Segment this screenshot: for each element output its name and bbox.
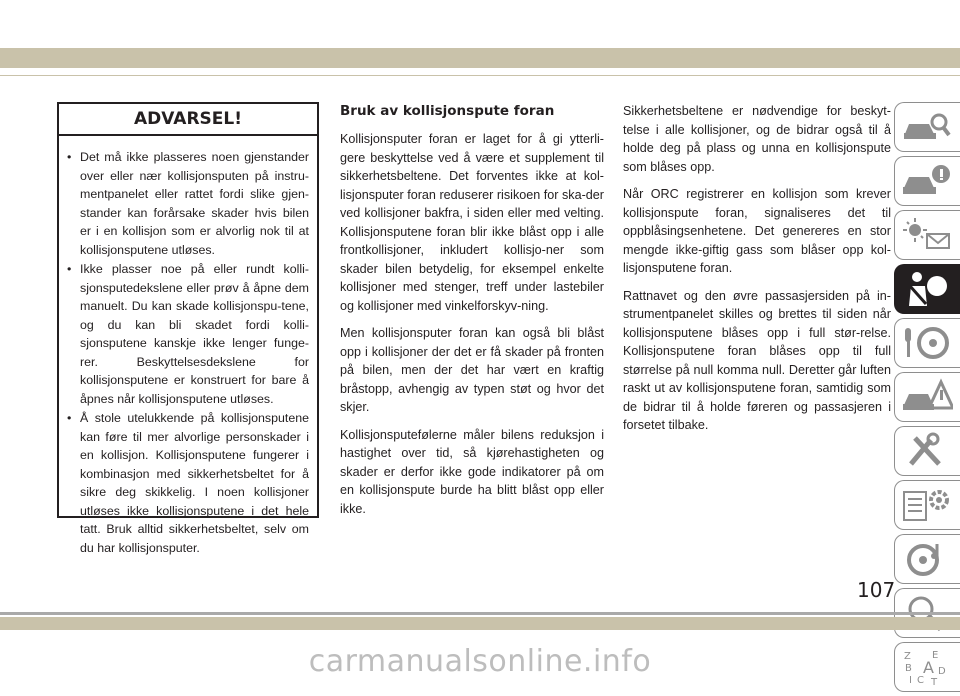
multimedia-icon xyxy=(901,540,953,578)
chapter-tabs xyxy=(894,102,960,696)
car-warning-icon xyxy=(901,378,953,416)
column-2 xyxy=(340,102,604,527)
warning-item: • Å stole utelukkende på kollisjonsputene kan føre til mer alvorlige personskader i en kollisjon. Kollisjonsputene fungerer i kombinasjon med sikkerhetsbeltet for å sikre deg skikkelig. I noen kollisjoner utløses ikke kollisjonsputene i det hele tatt. Bruk alltid sikkerhetsbeltet, selv om du har kollisjonsputer. xyxy=(67,409,309,557)
tab-car-search[interactable] xyxy=(894,102,960,152)
tab-lights-message[interactable] xyxy=(894,210,960,260)
page-number: 107 xyxy=(857,578,896,602)
header-band xyxy=(0,48,960,68)
paragraph: Når ORC registrerer en kollisjon som krever kollisjonspute foran, signaliseres det til oppblåsingsenhetene. Det genereres en stor mengde ikke-giftig gass som blåser opp kol-lisjonsputene foran. xyxy=(623,187,891,275)
tab-car-info[interactable] xyxy=(894,156,960,206)
index-letter: I xyxy=(909,675,912,686)
paragraph: Rattnavet og den øvre passasjersiden på in-strumentpanelet skilles og brettes til siden når kollisjonsputene blåses opp i full stør-relse. Kollisjonsputene foran blåses opp til full størrelse på null komma null. Deretter går luften raskt ut av kollisjonsputene foran, samtidig som de bidrar til å holde føreren og passasjeren i forsetet tilbake. xyxy=(623,288,891,432)
paragraph: Kollisjonsputefølerne måler bilens reduksjon i hastighet over tid, så kjørehastigheten og skader er derfor ikke gode indikatorer på om en kollisjonspute burde ha blitt blåst opp eller ikke. xyxy=(340,427,604,516)
header-rule xyxy=(0,75,960,76)
index-letter: T xyxy=(931,677,938,686)
lights-message-icon xyxy=(901,216,953,254)
tab-multimedia[interactable] xyxy=(894,534,960,584)
tools-icon xyxy=(901,432,953,470)
warning-box xyxy=(57,102,319,555)
index-letter: D xyxy=(938,666,946,677)
footer-rule xyxy=(0,612,960,615)
car-search-icon xyxy=(901,108,953,146)
warning-item: • Det må ikke plasseres noen gjenstander over eller nær kollisjonsputen på instru-mentpanelet eller rattet fordi slike gjen-stander kan forårsake skader hvis bilen er i en kollisjon som er alvorlig nok til at kollisjonsputene utløses. xyxy=(67,148,309,259)
warning-item: • Ikke plasser noe på eller rundt kolli-sjonsputedekslene eller prøv å åpne dem manuelt. Du kan skade kollisjonspu-tene, og du kan bli skadet fordi kolli-sjonsputene kanskje ikke lenger funge-rer. Beskyttelsesdekslene for kollisjonsputene er konstruert for bare å åpnes når kollisjonsputene utløses. xyxy=(67,260,309,408)
tab-specifications[interactable] xyxy=(894,480,960,530)
tab-seatbelt-airbag[interactable] xyxy=(894,264,960,314)
column-3 xyxy=(623,102,891,444)
top-margin xyxy=(0,0,960,48)
paragraph: Men kollisjonsputer foran kan også bli blåst opp i kollisjoner der det er få skader på fronten på bilen, men der det har vært en kraftig bråstopp, avhengig av typen støt og hvor det skjer. xyxy=(340,326,604,414)
section-heading: Bruk av kollisjonspute foran xyxy=(340,103,555,119)
index-letter: A xyxy=(923,658,934,677)
paragraph: Sikkerhetsbeltene er nødvendige for beskyt-telse i alle kollisjoner, og de bidrar også til å holde deg på plass og unna en kollisjonspute som blåses opp. xyxy=(623,104,891,174)
index-letter: B xyxy=(905,663,912,674)
paragraph: Kollisjonsputer foran er laget for å gi ytterli-gere beskyttelse ved å være et supplement til sikkerhetsbeltene. Det forventes ikke at kol-lisjonsputer foran reduserer risikoen for ska-der ved kollisjoner bakfra, i siden eller med velting. Kollisjonsputene foran blir ikke blåst opp i alle frontkollisjoner, inkludert kollisjo-ner som skader bilen betydelig, for eksempel enkelte kollisjoner med stenger, treff under lastebiler og kollisjoner med vinkelforskyv-ning. xyxy=(340,132,604,313)
index-letter: E xyxy=(932,650,939,661)
index-letter: C xyxy=(917,675,924,686)
tab-tools[interactable] xyxy=(894,426,960,476)
tab-key-steering-wheel[interactable] xyxy=(894,318,960,368)
tab-car-warning[interactable] xyxy=(894,372,960,422)
footer-band xyxy=(0,617,960,630)
warning-list xyxy=(59,136,317,557)
index-letter: Z xyxy=(904,651,911,662)
key-steering-wheel-icon xyxy=(901,324,953,362)
car-info-icon xyxy=(901,162,953,200)
specifications-gear-icon xyxy=(901,486,953,524)
warning-title: ADVARSEL! xyxy=(59,104,317,136)
watermark-text: carmanualsonline.info xyxy=(308,644,652,679)
seatbelt-airbag-icon xyxy=(901,270,953,308)
